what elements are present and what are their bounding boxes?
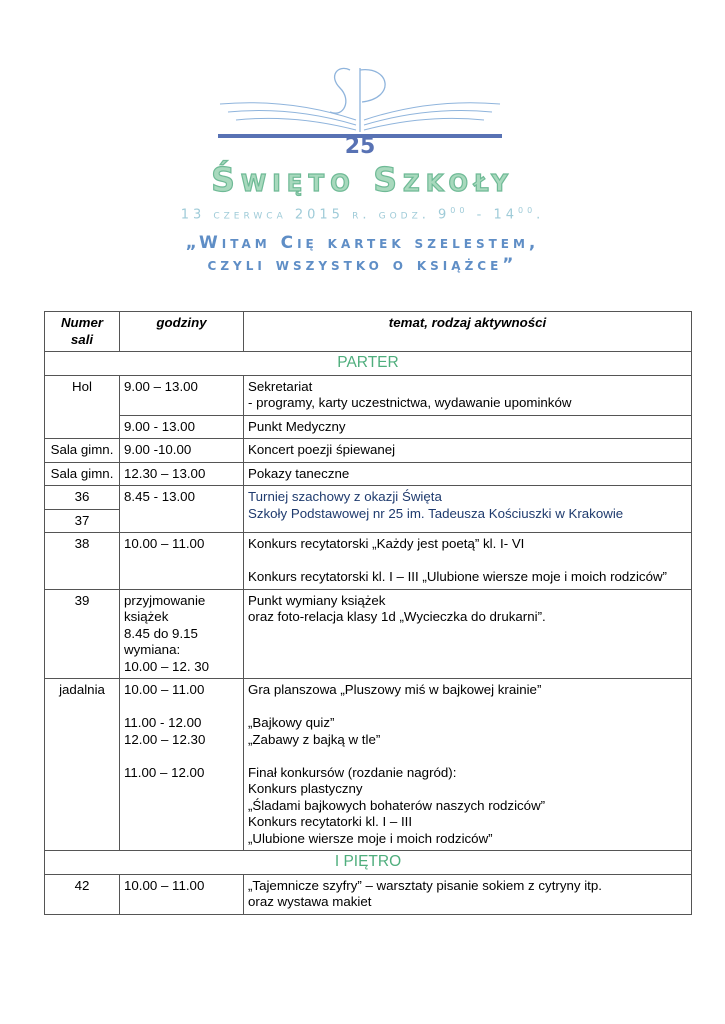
topic-cell: Turniej szachowy z okazji Święta Szkoły Podstawowej nr 25 im. Tadeusza Kościuszki w Krakowie (244, 486, 692, 533)
topic-cell: „Tajemnicze szyfry” – warsztaty pisanie sokiem z cytryny itp. oraz wystawa makiet (244, 874, 692, 914)
table-row (45, 533, 692, 590)
table-row (45, 486, 692, 510)
room-cell: 42 (45, 874, 120, 914)
hours-cell: 10.00 – 11.00 (120, 533, 244, 590)
section-row-pietro (45, 851, 692, 875)
room-cell: jadalnia (45, 679, 120, 851)
section-title: I PIĘTRO (45, 851, 692, 875)
hours-cell: 12.30 – 13.00 (120, 462, 244, 486)
motto-line-1: „Witam Cię kartek szelestem, (185, 233, 540, 253)
school-book-logo (210, 62, 510, 157)
table-row (45, 462, 692, 486)
event-motto (0, 232, 725, 276)
hours-cell: 10.00 – 11.00 (120, 874, 244, 914)
hours-cell: 9.00 - 13.00 (120, 415, 244, 439)
table-row (45, 375, 692, 415)
section-row-parter (45, 352, 692, 376)
topic-cell: Pokazy taneczne (244, 462, 692, 486)
table-row (45, 679, 692, 851)
room-cell: 36 (45, 486, 120, 510)
page-header (0, 0, 725, 300)
page-title: Święto Szkoły (211, 160, 514, 199)
motto-line-2: czyli wszystko o książce” (207, 255, 518, 275)
event-date: 13 czerwca 2015 r. godz. $9^{00} - 14^{00}$. (180, 206, 545, 223)
logo-number: 25 (344, 134, 376, 157)
topic-cell: Punkt Medyczny (244, 415, 692, 439)
header-room: Numer sali (45, 312, 120, 352)
room-cell: 37 (45, 509, 120, 533)
table-row (45, 415, 692, 439)
hours-cell: 9.00 -10.00 (120, 439, 244, 463)
hours-cell: 9.00 – 13.00 (120, 375, 244, 415)
topic-cell: Sekretariat - programy, karty uczestnictwa, wydawanie upominków (244, 375, 692, 415)
room-cell: 38 (45, 533, 120, 590)
room-cell: Sala gimn. (45, 462, 120, 486)
header-hours: godziny (120, 312, 244, 352)
table-row (45, 439, 692, 463)
hours-cell: 8.45 - 13.00 (120, 486, 244, 533)
topic-cell: Koncert poezji śpiewanej (244, 439, 692, 463)
table-row (45, 874, 692, 914)
topic-cell: Gra planszowa „Pluszowy miś w bajkowej krainie” „Bajkowy quiz” „Zabawy z bajką w tle” Finał konkursów (rozdanie nagród): Konkurs plastyczny „Śladami bajkowych bohaterów naszych rodziców” Konkurs recytatorki kl. I – III „Ulubione wiersze moje i moich rodziców” (244, 679, 692, 851)
header-topic: temat, rodzaj aktywności (244, 312, 692, 352)
topic-cell: Punkt wymiany książek oraz foto-relacja klasy 1d „Wycieczka do drukarni”. (244, 589, 692, 679)
section-title: PARTER (45, 352, 692, 376)
room-cell: Hol (45, 375, 120, 439)
schedule-table (44, 311, 692, 915)
table-row (45, 589, 692, 679)
room-cell: 39 (45, 589, 120, 679)
logo-initials: SP (320, 92, 322, 93)
hours-cell: przyjmowanie książek 8.45 do 9.15 wymiana: 10.00 – 12. 30 (120, 589, 244, 679)
room-cell: Sala gimn. (45, 439, 120, 463)
hours-cell: 10.00 – 11.00 11.00 - 12.00 12.00 – 12.30 11.00 – 12.00 (120, 679, 244, 851)
table-header-row (45, 312, 692, 352)
topic-cell: Konkurs recytatorski „Każdy jest poetą” kl. I- VI Konkurs recytatorski kl. I – III „Ulubione wiersze moje i moich rodziców” (244, 533, 692, 590)
